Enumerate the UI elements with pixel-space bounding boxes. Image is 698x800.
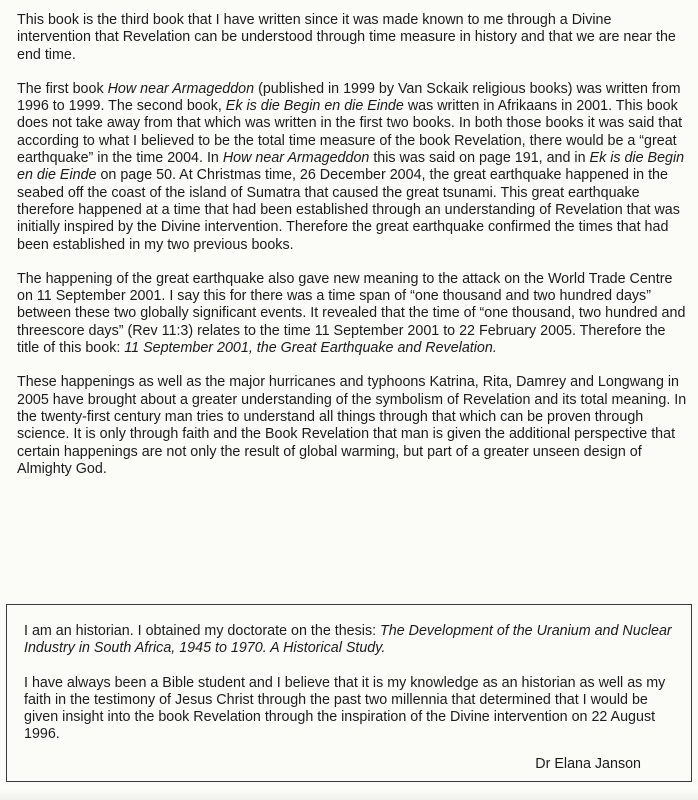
paragraph-intro: This book is the third book that I have written since it was made known to me through a Divine intervention that Revelation can be understood through time measure in history and that we are near the end time.: [17, 12, 676, 63]
p2-text-4: this was said on page 191, and in: [369, 150, 590, 167]
book-title-how-near-armageddon: How near Armageddon: [107, 80, 255, 97]
author-signature: Dr Elana Janson: [535, 756, 641, 772]
thesis-title: The Development of the Uranium and Nuclear Industry in South Africa, 1945 to 1970. A Historical Study.: [24, 623, 672, 657]
p2-text-3: was written in Afrikaans in 2001. This book does not take away from that which was written in the first two books. In both those books it was said that according to what I believed to be the total time measure of the book Revelation, there would be a “great earthquake” in the time 2004. In: [17, 98, 683, 167]
p2-text-2: (published in 1999 by Van Sckaik religious books) was written from 1996 to 1999. The second book,: [17, 80, 681, 115]
document-body: [17, 12, 689, 478]
book-title-ek-is-die-begin-2: Ek is die Begin en die Einde: [17, 150, 685, 184]
p2-text-5: on page 50. At Christmas time, 26 December 2004, the great earthquake happened in the seabed off the coast of the island of Sumatra that caused the great tsunami. This great earthquake therefore happened at a time that had been established through an understanding of Revelation that was initially inspired by the Divine intervention. Therefore the great earthquake confirmed the times that had been established in my two previous books.: [17, 167, 680, 253]
paragraph-happenings: These happenings as well as the major hurricanes and typhoons Katrina, Rita, Damrey and Longwang in 2005 have brought about a greater understanding of the symbolism of Revelation and its total meaning. In the twenty-first century man tries to understand all things through that which can be proven through science. It is only through faith and the Book Revelation that man is given the additional perspective that certain happenings are not only the result of global warming, but part of a greater unseen design of Almighty God.: [17, 374, 687, 477]
bio-statement: I have always been a Bible student and I believe that it is my knowledge as an historian as well as my faith in the testimony of Jesus Christ through the past two millennia that determined that I would be given insight into the book Revelation through the inspiration of the Divine intervention on 22 August 1996.: [24, 674, 666, 743]
book-title-current: 11 September 2001, the Great Earthquake and Revelation.: [124, 340, 497, 357]
book-title-how-near-armageddon-2: How near Armageddon: [222, 150, 370, 167]
paragraph-previous-books: [17, 81, 689, 254]
book-title-ek-is-die-begin: Ek is die Begin en die Einde: [225, 98, 404, 115]
paragraph-world-trade-centre: [17, 271, 689, 357]
author-bio-box: [6, 604, 692, 782]
p3-text-1: The happening of the great earthquake also gave new meaning to the attack on the World Trade Centre on 11 September 2001. I say this for there was a time span of “one thousand and two hundred days” between these two globally significant events. It revealed that the time of “one thousand, two hundred and threescore days” (Rev 11:3) relates to the time 11 September 2001 to 22 February 2005. Therefore the title of this book:: [17, 270, 686, 357]
page-bottom-edge: [0, 790, 698, 800]
bio-doctorate: [24, 623, 684, 658]
author-bio-content: [24, 623, 684, 744]
bio-doctorate-text: I am an historian. I obtained my doctorate on the thesis:: [24, 623, 381, 639]
p2-text-1: The first book: [17, 80, 108, 97]
